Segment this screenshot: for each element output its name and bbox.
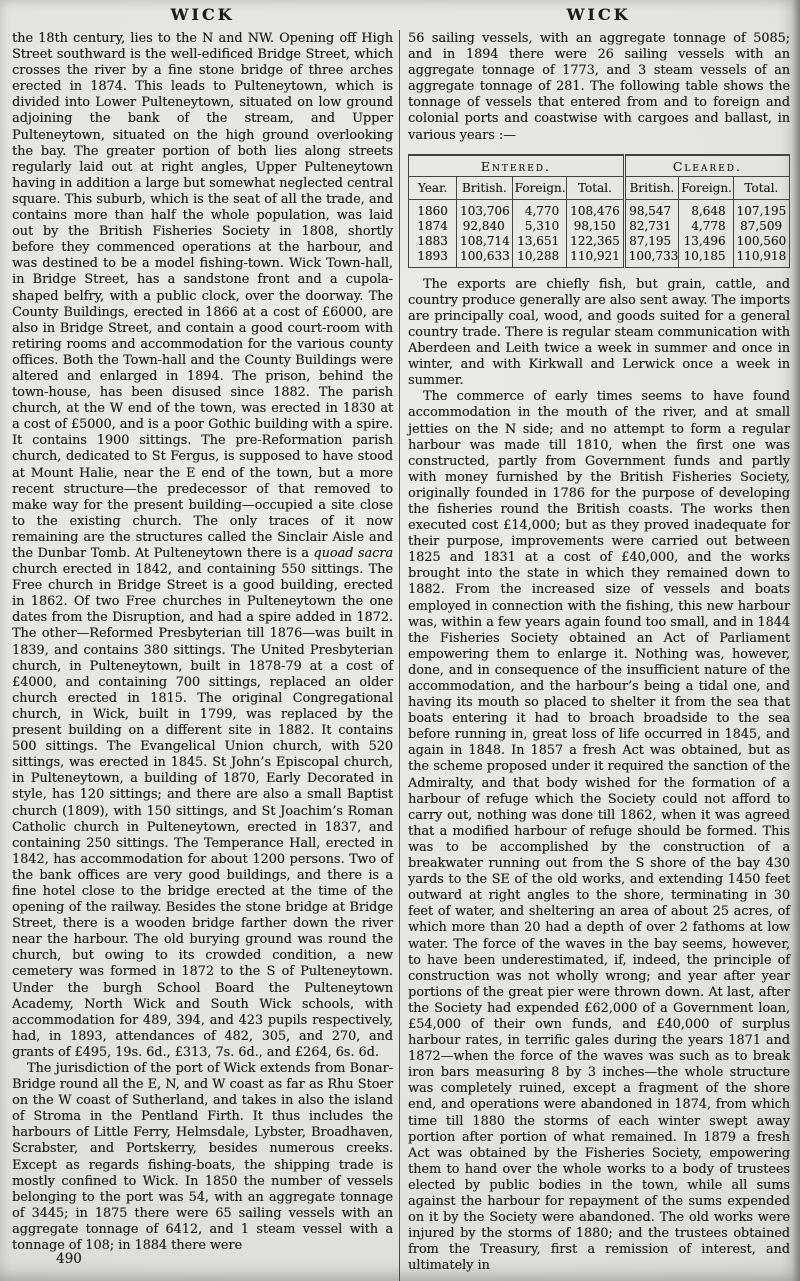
cell-year: 1893 <box>409 249 457 268</box>
cell-value: 100,560 <box>736 233 787 248</box>
cell-value: 13,496 <box>679 234 733 249</box>
col-header-entered-british: British. <box>457 176 513 199</box>
running-head-right: WICK <box>566 5 631 24</box>
cell-year: 1874 <box>409 219 457 234</box>
table-row <box>409 234 790 249</box>
right-column <box>408 31 790 1274</box>
left-column <box>12 31 393 1254</box>
group-header-entered: Entered. <box>409 155 625 177</box>
table-row <box>409 199 790 219</box>
col-header-cleared-total: Total. <box>733 176 789 199</box>
col-header-entered-total: Total. <box>567 176 625 199</box>
col-header-cleared-british: British. <box>624 176 678 199</box>
cell-value: 110,921 <box>567 249 625 268</box>
cell-value: 87,509 <box>740 218 782 233</box>
paragraph-port-jurisdiction: The jurisdiction of the port of Wick extends from Bonar-Bridge round all the E, N, and W coast as far as Rhu Stoer on the W coast of Sutherland, and takes in also the island of Stroma in the Pentland Firth. It thus includes the harbours of Little Ferry, Helmsdale, Lybster, Broadhaven, Scrabster, and Portskerry, besides numerous creeks. Except as regards fishing-boats, the shipping trade is mostly confined to Wick. In 1850 the number of vessels belonging to the port was 54, with an aggregate tonnage of 3445; in 1875 there were 65 sailing vessels with an aggregate tonnage of 6412, and 1 steam vessel with a tonnage of 108; in 1884 there were <box>12 1061 393 1254</box>
cell-value: 100,633 <box>457 249 513 268</box>
cell-value: 82,731 <box>624 219 678 234</box>
cell-value: 100,733 <box>624 249 678 268</box>
page-number: 490 <box>56 1251 82 1267</box>
cell-year: 1883 <box>409 234 457 249</box>
table-row <box>409 249 790 268</box>
paragraph-town-description <box>12 31 393 1061</box>
cell-value: 107,195 <box>736 203 787 218</box>
col-header-entered-foreign: Foreign. <box>512 176 566 199</box>
group-header-cleared: Cleared. <box>624 155 789 177</box>
paragraph-exports-imports: The exports are chiefly fish, but grain, cattle, and country produce generally are also sent away. The imports are principally coal, wood, and goods suited for a general country trade. There is regular steam communication with Aberdeen and Leith twice a week in summer and once in winter, and with Kirkwall and Lerwick once a week in summer. <box>408 276 790 389</box>
cell-value: 108,714 <box>457 234 513 249</box>
text-run-italic-quoad-sacra: quoad sacra <box>313 546 393 561</box>
cell-value: 110,918 <box>736 248 787 263</box>
cell-value: 8,648 <box>679 199 733 219</box>
page-edge-shading <box>792 0 800 1281</box>
cell-value: 5,310 <box>512 219 566 234</box>
cell-value: 10,288 <box>512 249 566 268</box>
cell-value: 10,185 <box>679 249 733 268</box>
cell-value: 122,365 <box>567 234 625 249</box>
table-row <box>409 219 790 234</box>
cell-value: 108,476 <box>567 199 625 219</box>
table-group-header-row <box>409 155 790 177</box>
running-head-left: WICK <box>170 5 235 24</box>
paragraph-harbour-history: The commerce of early times seems to have found accommodation in the mouth of the river, and at small jetties on the N side; and no attempt to form a regular harbour was made till 1810, when the first one was constructed, partly from Government funds and partly with money furnished by the British Fisheries Society, originally founded in 1786 for the purpose of developing the fisheries round the British coasts. The works then executed cost £14,000; but as they proved inadequate for their purpose, improvements were carried out between 1825 and 1831 at a cost of £40,000, and the works brought into the state in which they remained down to 1882. From the increased size of vessels and boats employed in connection with the fishing, this new harbour was, within a few years again found too small, and in 1844 the Fisheries Society obtained an Act of Parliament empowering them to enlarge it. Nothing was, however, done, and in consequence of the insufficient nature of the accommodation, and the harbour’s being a tidal one, and having its mouth so placed to shelter it from the sea that boats entering it had to broach broadside to the sea before running in, great loss of life occurred in 1845, and again in 1848. In 1857 a fresh Act was obtained, but as the scheme proposed under it required the sanction of the Admiralty, and that body wished for the formation of a harbour of refuge which the Society could not afford to carry out, nothing was done till 1862, when it was agreed that a modified harbour of refuge should be formed. This was to be accomplished by the construction of a breakwater running out from the S shore of the bay 430 yards to the SE of the old works, and extending 1450 feet outward at right angles to the shore, terminating in 30 feet of water, and sheltering an area of about 25 acres, of which more than 20 had a depth of over 2 fathoms at low water. The force of the waves in the bay seems, however, to have been underestimated, if, indeed, the principle of construction was not wholly wrong; and year after year portions of the great pier were thrown down. At last, after the Society had expended £62,000 of a Government loan, £54,000 of their own funds, and £40,000 of surplus harbour rates, in terrific gales during the years 1871 and 1872—when the force of the waves was such as to break iron bars measuring 8 by 3 inches—the whole structure was completely ruined, except a fragment of the shore end, and operations were abandoned in 1874, from which time till 1880 the storms of each winter swept away portion after portion of what remained. In 1879 a fresh Act was obtained by the Fisheries Society, empowering them to hand over the whole works to a body of trustees elected by public bodies in the town, while all sums against the harbour for repayment of the sums expended on it by the Society were abandoned. The old works were injured by the storms of 1880; and the trustees obtained from the Treasury, first a remission of interest, and ultimately in <box>408 389 790 1274</box>
tonnage-table <box>408 154 790 268</box>
cell-value: 98,547 <box>624 199 678 219</box>
text-run: the 18th century, lies to the N and NW. Opening off High Street southward is the well-edificed Bridge Street, which crosses the river by a fine stone bridge of three arches erected in 1874. This leads to Pulteneytown, which is divided into Lower Pulteneytown, situated on low ground adjoining the bank of the stream, and Upper Pulteneytown, situated on the high ground overlooking the bay. The greater portion of both lies along streets regularly laid out at right angles, Upper Pulteneytown having in addition a large but somewhat neglected central square. This suburb, which is the seat of all the trade, and contains more than half the whole population, was laid out by the British Fisheries Society in 1808, shortly before they commenced operations at the harbour, and was destined to be a model fishing-town. Wick Town-hall, in Bridge Street, has a sandstone front and a cupola-shaped belfry, with a public clock, over the doorway. The County Buildings, erected in 1866 at a cost of £6000, are also in Bridge Street, and contain a good court-room with retiring rooms and accommodation for the various county offices. Both the Town-hall and the County Buildings were altered and enlarged in 1894. The prison, behind the town-house, has been disused since 1882. The parish church, at the W end of the town, was erected in 1830 at a cost of £5000, and is a poor Gothic building with a spire. It contains 1900 sittings. The pre-Reformation parish church, dedicated to St Fergus, is supposed to have stood at Mount Halie, near the E end of the town, but a more recent structure—the predecessor of that removed to make way for the present building—occupied a site close to the existing church. The only traces of it now remaining are the structures called the Sinclair Aisle and the Dunbar Tomb. At Pulteneytown there is a <box>12 31 393 561</box>
cell-value: 98,150 <box>567 219 625 234</box>
cell-value: 92,840 <box>457 219 513 234</box>
cell-value: 103,706 <box>457 199 513 219</box>
paragraph-vessel-counts: 56 sailing vessels, with an aggregate tonnage of 5085; and in 1894 there were 26 sailing vessels with an aggregate tonnage of 1773, and 3 steam vessels of an aggregate tonnage of 281. The following table shows the tonnage of vessels that entered from and to foreign and colonial ports and coastwise with cargoes and ballast, in various years :— <box>408 31 790 143</box>
cell-value: 87,195 <box>624 234 678 249</box>
cell-value: 4,778 <box>679 219 733 234</box>
col-header-cleared-foreign: Foreign. <box>679 176 733 199</box>
table-column-header-row <box>409 176 790 199</box>
cell-value: 13,651 <box>512 234 566 249</box>
cell-value: 4,770 <box>512 199 566 219</box>
cell-year: 1860 <box>409 199 457 219</box>
text-run: church erected in 1842, and containing 550 sittings. The Free church in Bridge Street is a good building, erected in 1862. Of two Free churches in Pulteneytown the one dates from the Disruption, and had a spire added in 1872. The other—Reformed Presbyterian till 1876—was built in 1839, and contains 380 sittings. The United Presbyterian church, in Pulteneytown, built in 1878-79 at a cost of £4000, and containing 700 sittings, replaced an older church erected in 1815. The original Congregational church, in Wick, built in 1799, was replaced by the present building on a different site in 1882. It contains 500 sittings. The Evangelical Union church, with 520 sittings, was erected in 1845. St John’s Episcopal church, in Pulteneytown, a building of 1870, Early Decorated in style, has 120 sittings; and there are also a small Baptist church (1809), with 150 sittings, and St Joachim’s Roman Catholic church in Pulteneytown, erected in 1837, and containing 250 sittings. The Temperance Hall, erected in 1842, has accommodation for about 1200 persons. Two of the bank offices are very good buildings, and there is a fine hotel close to the bridge erected at the time of the opening of the railway. Besides the stone bridge at Bridge Street, there is a wooden bridge farther down the river near the harbour. The old burying ground was round the church, but owing to its crowded condition, a new cemetery was formed in 1872 to the S of Pulteneytown. Under the burgh School Board the Pulteneytown Academy, North Wick and South Wick schools, with accommodation for 489, 394, and 423 pupils respectively, had, in 1893, attendances of 482, 305, and 270, and grants of £495, 19s. 6d., £313, 7s. 6d., and £264, 6s. 6d. <box>12 562 393 1060</box>
col-header-year: Year. <box>409 176 457 199</box>
column-divider-rule <box>399 30 400 1281</box>
